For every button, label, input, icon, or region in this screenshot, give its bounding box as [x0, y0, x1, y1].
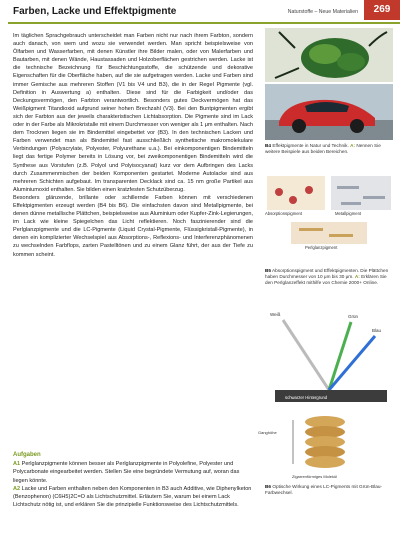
task-text: Lacke und Farben enthalten neben den Komponenten in B3 auch Additive, wie Diphenylketon (Benzophenon) (C6H5)2C=O als Lichtschutzmittel. Erläutern Sie, warum bei einem Lack Lichtschutz nötig ist, und erklären Sie die prinzipielle Funktionsweise des Lichtschutzmittels. — [13, 485, 252, 509]
beetle-photo — [265, 28, 393, 82]
running-head: Naturstoffe – Neue Materialien — [287, 9, 358, 15]
caption-text: Absorptionspigment und Effektpigmenten. Die Plättchen haben Durchmesser von 10 μm bis 30 μm. — [265, 268, 389, 280]
tasks-heading: Aufgaben — [13, 452, 41, 458]
caption-b4 — [265, 143, 393, 155]
label-white: Weiß — [270, 312, 281, 317]
caption-task-number: A: — [354, 274, 360, 280]
body-paragraph: Im täglichen Sprachgebrauch unterscheidet man Farben nicht nur nach ihrem Farbton, sondern auch danach, von wem und wozu sie verwendet werden. Man spricht beispielsweise von Ölfarben und Wasserfarben, mit denen Künstler ihre Bilder malen, oder von Malerfarben und Bautarben, mit denen Wände, Haustassaden und Holzoberflächen gestrichen werden. Lacke ist die technische Bezeichnung für Beschichtungsstoffe, die schützende und dekorative Eigenschaften für die Oberfläche haben, auf die sie aufgetragen werden. Lacke und Farben sind immer Gemische aus mehreren Stoffen (V1 bis V4 und B3), die in der Regel Pigmente (vgl. Definition in Auswertung a) enthalten. Diese sind für die Farbigkeit und/oder das Deckungsvermögen, den Farbton verantwortlich. Besonders gutes Deckvermögen hat das Weißpigment Titandioxid aufgrund seiner hohen Brechzahl (V3). Bei den Buntpigmenten ergibt sich der Farbton aus der jeweils charakteristischen Lichtabsorption. Die Pigmente sind im Lack oder in der Farbe als Mikrokristalle mit einem Durchmesser von weniger als 1 μm enthalten. Nach dem Trocknen liegen sie im Bindemittel eingebettet vor (B3). In den technischen Lacken und Farben verwendet man als Bindemittel fast ausschließlich synthetische makromolekulare Verbindungen (Polyacrylate, Polyester, Polyurethane u.a.). Bei einkomponentigen Bindemitteln liegt das fertige Polymer bereits in Lösung vor, bei zweikomponentigen Bindemitteln wird die Synthese aus Vorstufen (z.B. Polyol und Polyisocyanat) kurz vor dem Aufbringen des Lacks durch Zusammenmischen der beiden Komponenten gestartet. Moderne Autolacke sind aus mehreren Schichten aufgebaut. Im transparenten Decklack sind ca. 15 nm große Partikel aus Aluminiumoxid enthalten. Sie bilden einen kratzfesten Schutzüberzug. — [13, 33, 253, 193]
caption-b6 — [265, 484, 393, 496]
caption-b5 — [265, 268, 393, 287]
tasks-section — [13, 451, 253, 509]
helix-illustration — [265, 412, 393, 472]
label-metal: Metallpigment — [335, 211, 362, 216]
body-text — [13, 32, 253, 259]
task-item — [13, 460, 253, 485]
label-absorption: Absorptionspigment — [265, 211, 303, 216]
task-item — [13, 485, 253, 510]
caption-text: Effektpigmente in Natur und Technik. — [272, 143, 349, 148]
caption-task: Nennen Sie weitere Beispiele aus beiden Bereichen. — [265, 143, 381, 155]
body-paragraph: Besonders glänzende, brillante oder schillernde Farben können mit verschiedenen Effektpigmenten erzeugt werden (B4 bis B6). Die einfachsten davon sind Metallpigmente, bei denen dünne metallische Plättchen, beispielsweise aus Aluminium oder Kupfer-Zink-Legierungen, im Lack wie kleine Spiegelchen das Licht reflektieren. Noch faszinierender sind die Perlglanzpigmente und die LC-Pigmente (Liquid Crystal-Pigmente, Flüssigkristall-Pigmente), in denen ein komplizierter Wechselspiel aus Absorptions-, Reflexions- und Interferenzphänomenen zu wechselnden Farbflops, zarten Pastelltönen und zu einem Glanz führt, der aus der Tiefe zu kommen scheint. — [13, 194, 253, 258]
task-number: A2 — [13, 485, 21, 492]
label-molecule: Zigarrenförmiges Molekül — [292, 474, 338, 479]
figure-number: B4 — [265, 143, 271, 148]
car-photo — [265, 84, 393, 140]
label-blue: Blau — [372, 328, 382, 333]
header-rule — [8, 22, 400, 24]
task-number: A1 — [13, 461, 21, 468]
figure-number: B6 — [265, 484, 271, 489]
caption-task: Erklären Sie den Perlglanzeffekt mithilfe von Chemie 2000+ Online. — [265, 274, 387, 286]
caption-text: Optische Wirkung eines LC-Pigments mit Grün-Blau-Farbwechsel. — [265, 484, 382, 496]
label-pearl: Perlglanzpigment — [305, 245, 338, 250]
caption-task-number: A: — [350, 143, 356, 148]
figure-number: B5 — [265, 268, 271, 273]
page-number: 269 — [364, 0, 400, 20]
label-green: Grün — [348, 314, 359, 319]
label-black-ground: schwarzer Hintergrund — [285, 395, 328, 400]
task-text: Perlglanzpigmente können besser als Perlglanzpigmente in Polyolefine, Polyester und Polycarbonate eingearbeitet werden. Stellen Sie eine begründete Vermutung auf, woran das liegen könnte. — [13, 461, 240, 484]
lc-pigment-diagram — [265, 312, 393, 404]
page-title: Farben, Lacke und Effektpigmente — [13, 6, 177, 17]
label-pitch: Ganghöhe — [258, 430, 277, 435]
